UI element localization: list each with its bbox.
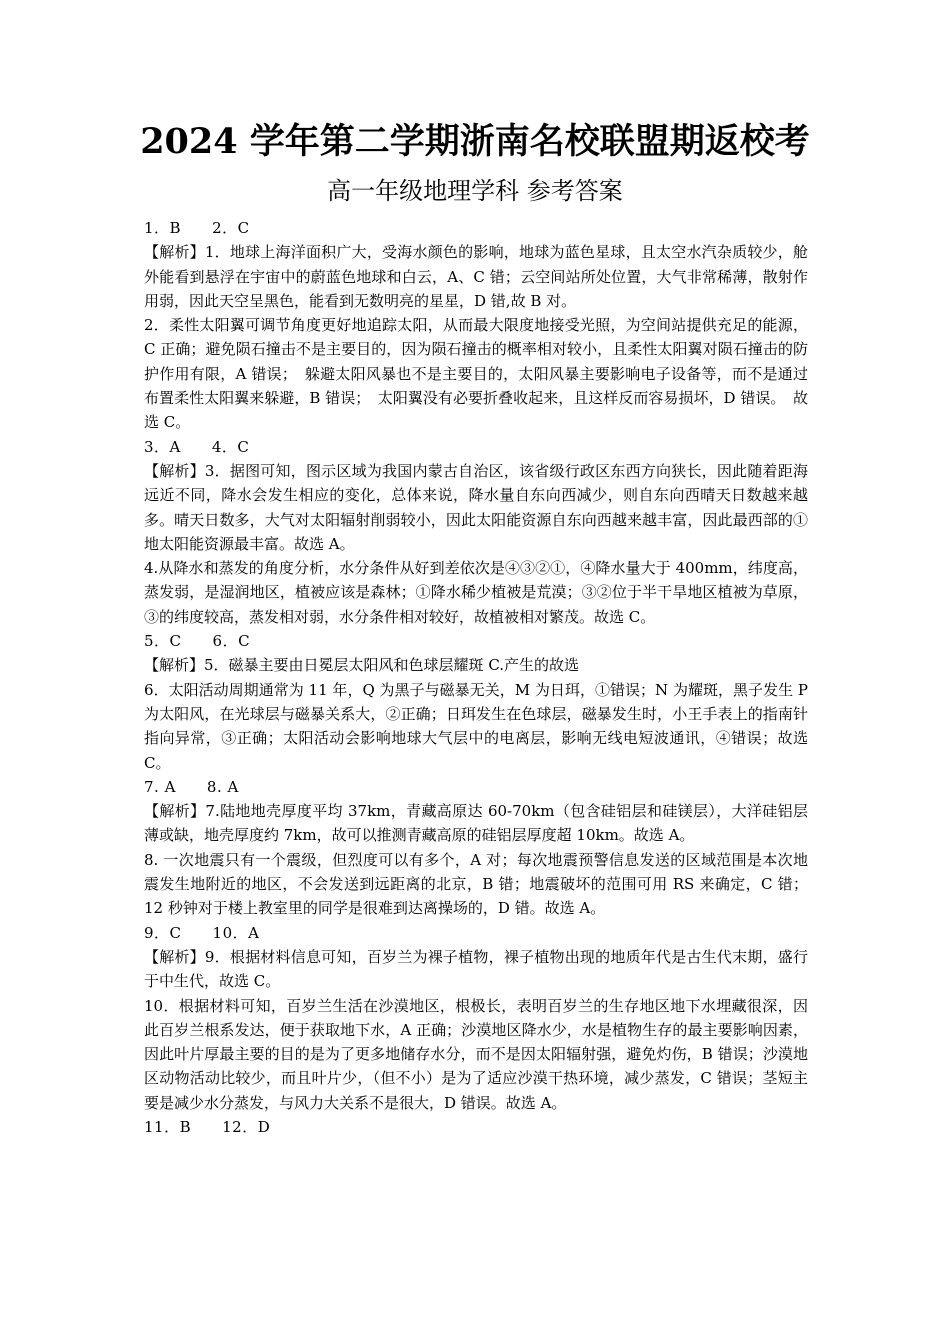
answer-line: 5．C 6．C (144, 632, 251, 651)
explanation-paragraph: 【解析】1．地球上海洋面积广大，受海水颜色的影响，地球为蓝色星球，且太空水汽杂质较少，舱外能看到悬浮在宇宙中的蔚蓝色地球和白云，A、C 错；云空间站所处位置，大气非常稀薄，散射作用弱，因此天空呈黑色，能看到无数明亮的星星，D 错,故 B 对。 (144, 243, 808, 310)
answer-line: 7. A 8. A (144, 777, 239, 796)
page-title: 2024 学年第二学期浙南名校联盟期返校考 (140, 121, 810, 162)
explanation-paragraph: 【解析】5．磁暴主要由日冕层太阳风和色球层耀斑 C.产生的故选 (144, 656, 580, 675)
explanation-paragraph: 6．太阳活动周期通常为 11 年，Q 为黑子与磁暴无关，M 为日珥，①错误；N 为耀斑，黑子发生 P 为太阳风，在光球层与磁暴关系大，②正确；日珥发生在色球层，磁暴发生时，小王手表上的指南针指向异常，③正确；太阳活动会影响地球大气层中的电离层，影响无线电短波通讯，④错误；故选 C。 (144, 680, 808, 772)
explanation-paragraph: 【解析】9．根据材料信息可知，百岁兰为裸子植物，裸子植物出现的地质年代是古生代末期，盛行于中生代，故选 C。 (144, 947, 808, 991)
page-subtitle: 高一年级地理学科 参考答案 (327, 177, 623, 205)
explanation-paragraph: 2．柔性太阳翼可调节角度更好地追踪太阳，从而最大限度地接受光照，为空间站提供充足的能源，C 正确；避免陨石撞击不是主要目的，因为陨石撞击的概率相对较小，且柔性太阳翼对陨石撞击的防护作用有限，A 错误； 躲避太阳风暴也不是主要目的，太阳风暴主要影响电子设备等，而不是通过布置柔性太阳翼来躲避，B 错误； 太阳翼没有必要折叠收起来，且这样反而容易损坏，D 错误。 故选 C。 (144, 316, 808, 432)
answer-line: 1．B 2．C (144, 219, 250, 237)
explanation-paragraph: 10．根据材料可知，百岁兰生活在沙漠地区，根极长，表明百岁兰的生存地区地下水埋藏很深，因此百岁兰根系发达，便于获取地下水，A 正确；沙漠地区降水少，水是植物生存的最主要影响因素，因此叶片厚最主要的目的是为了更多地储存水分，而不是因太阳辐射强，避免灼伤，B 错误；沙漠地区动物活动比较少，而且叶片少，（但不小）是为了适应沙漠干热环境，减少蒸发，C 错误；茎短主要是减少水分蒸发，与风力大关系不是很大，D 错误。故选 A。 (144, 996, 808, 1112)
answer-line: 9．C 10．A (144, 923, 260, 942)
answer-content (144, 216, 808, 1139)
answer-line: 11．B 12．D (144, 1117, 271, 1136)
explanation-paragraph: 【解析】7.陆地地壳厚度平均 37km，青藏高原达 60-70km（包含硅铝层和硅镁层），大洋硅铝层薄或缺，地壳厚度约 7km，故可以推测青藏高原的硅铝层厚度超 10km。故选 A。 (144, 802, 808, 845)
explanation-paragraph: 8. 一次地震只有一个震级，但烈度可以有多个，A 对；每次地震预警信息发送的区域范围是本次地震发生地附近的地区，不会发送到远距离的北京，B 错；地震破坏的范围可用 RS 来确定，C 错；12 秒钟对于楼上教室里的同学是很难到达离操场的，D 错。故选 A。 (144, 850, 808, 918)
explanation-paragraph: 【解析】3．据图可知，图示区域为我国内蒙古自治区，该省级行政区东西方向狭长，因此随着距海远近不同，降水会发生相应的变化，总体来说，降水量自东向西减少，则自东向西晴天日数越来越多。晴天日数多，大气对太阳辐射削弱较小，因此太阳能资源自东向西越来越丰富，因此最西部的①地太阳能资源最丰富。故选 A。 (144, 461, 808, 553)
answer-line: 3．A 4．C (144, 437, 250, 456)
explanation-paragraph: 4.从降水和蒸发的角度分析，水分条件从好到差依次是④③②①，④降水量大于 400mm，纬度高，蒸发弱，是湿润地区，植被应该是森林；①降水稀少植被是荒漠；③②位于半干旱地区植被为草原，③的纬度较高，蒸发相对弱，水分条件相对较好，故植被相对繁茂。故选 C。 (144, 559, 808, 626)
